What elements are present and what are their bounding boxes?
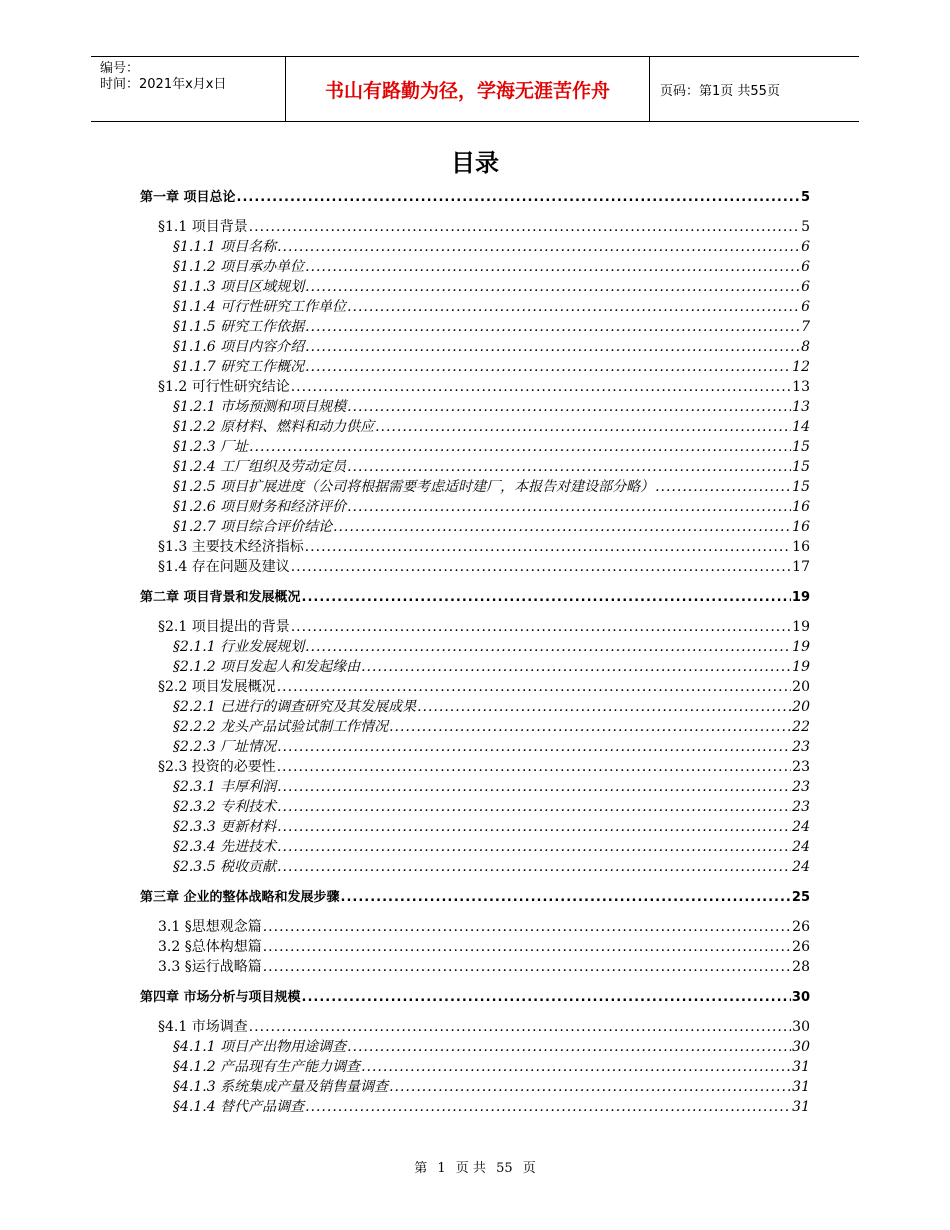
toc-entry[interactable] [173, 1036, 810, 1056]
toc-entry-title: §1.2.3 厂址 [173, 439, 249, 455]
toc-entry[interactable] [158, 916, 810, 936]
toc-entry-title: §2.1.1 行业发展规划 [173, 639, 305, 655]
toc-leader-dots [347, 299, 800, 315]
toc-leader-dots [333, 519, 791, 535]
toc-leader-dots [237, 190, 800, 205]
toc-entry[interactable] [173, 416, 810, 436]
toc-entry-page: 23 [792, 759, 810, 775]
toc-entry[interactable] [173, 236, 810, 256]
toc-leader-dots [347, 499, 791, 515]
toc-leader-dots [277, 679, 791, 695]
toc-entry-title: §2.2.3 厂址情况 [173, 739, 277, 755]
toc-entry-page: 24 [792, 839, 810, 855]
toc-entry-title: 第一章 项目总论 [140, 190, 236, 205]
toc-entry-title: §2.3.1 丰厚利润 [173, 779, 277, 795]
toc-entry-page: 23 [792, 779, 810, 795]
toc-leader-dots [341, 890, 791, 905]
toc-entry-title: §1.4 存在问题及建议 [158, 559, 290, 575]
toc-entry-page: 12 [792, 359, 810, 375]
toc-leader-dots [305, 539, 791, 555]
toc-entry[interactable] [140, 186, 810, 206]
toc-title: 目录 [451, 149, 499, 177]
toc-entry-page: 24 [792, 859, 810, 875]
toc-entry-page: 19 [792, 639, 810, 655]
toc-entry-title: §2.2.1 已进行的调查研究及其发展成果 [173, 699, 417, 715]
toc-entry[interactable] [158, 676, 810, 696]
toc-leader-dots [277, 839, 791, 855]
toc-leader-dots [305, 339, 800, 355]
toc-entry-page: 28 [792, 959, 810, 975]
toc-entry-title: §4.1.2 产品现有生产能力调查 [173, 1059, 361, 1075]
toc-entry-title: §1.1.3 项目区域规划 [173, 279, 305, 295]
toc-entry[interactable] [173, 636, 810, 656]
toc-leader-dots [302, 590, 791, 605]
toc-entry-page: 6 [801, 299, 810, 315]
toc-entry-title: §1.1.4 可行性研究工作单位 [173, 299, 347, 315]
footer-total-pages: 55 [496, 1161, 513, 1176]
toc-entry-title: §1.1 项目背景 [158, 219, 248, 235]
toc-leader-dots [417, 699, 791, 715]
toc-entry[interactable] [173, 456, 810, 476]
toc-leader-dots [291, 559, 791, 575]
toc-leader-dots [347, 399, 791, 415]
header-meta [91, 57, 286, 121]
toc-entry-title: §4.1.3 系统集成产量及销售量调查 [173, 1079, 389, 1095]
serial-label: 编号： [100, 61, 140, 76]
toc-entry-title: §2.1 项目提出的背景 [158, 619, 290, 635]
page-footer [0, 1157, 950, 1176]
toc-entry[interactable] [158, 1016, 810, 1036]
toc-entry-page: 20 [792, 699, 810, 715]
toc-entry-page: 25 [791, 890, 810, 905]
toc-entry-page: 13 [792, 399, 810, 415]
toc-leader-dots [347, 1039, 791, 1055]
toc-leader-dots [305, 639, 791, 655]
toc-entry-title: §2.3 投资的必要性 [158, 759, 276, 775]
toc-entry[interactable] [173, 856, 810, 876]
toc-entry-title: §4.1.4 替代产品调查 [173, 1099, 305, 1115]
toc-entry[interactable] [173, 256, 810, 276]
toc-entry-title: §1.2.5 项目扩展进度（公司将根据需要考虑适时建厂，本报告对建设部分略） [173, 479, 655, 495]
toc-leader-dots [277, 739, 791, 755]
footer-prefix: 第 [414, 1161, 428, 1176]
toc-leader-dots [277, 759, 791, 775]
toc-entry-title: §2.1.2 项目发起人和发起缘由 [173, 659, 361, 675]
toc-entry-page: 24 [792, 819, 810, 835]
toc-entry-title: §4.1.1 项目产出物用途调查 [173, 1039, 347, 1055]
toc-entry-page: 5 [800, 190, 810, 205]
toc-entry-title: §2.2.2 龙头产品试验试制工作情况 [173, 719, 389, 735]
toc-leader-dots [302, 990, 791, 1005]
toc-entry[interactable] [158, 376, 810, 396]
toc-entry[interactable] [173, 656, 810, 676]
toc-entry[interactable] [158, 936, 810, 956]
toc-entry[interactable] [173, 696, 810, 716]
toc-entry[interactable] [173, 296, 810, 316]
toc-entry[interactable] [173, 716, 810, 736]
toc-leader-dots [277, 779, 791, 795]
toc-entry-title: 3.3 §运行战略篇 [158, 959, 262, 975]
toc-entry-page: 19 [792, 659, 810, 675]
toc-entry[interactable] [173, 436, 810, 456]
toc-leader-dots [305, 319, 800, 335]
toc-entry-page: 23 [792, 739, 810, 755]
toc-leader-dots [249, 1019, 791, 1035]
toc-entry-title: §1.2 可行性研究结论 [158, 379, 290, 395]
toc-entry[interactable] [173, 516, 810, 536]
header-page-info: 页码：第1页 共55页 [660, 83, 780, 99]
toc-leader-dots [277, 819, 791, 835]
footer-current-page: 1 [437, 1161, 446, 1176]
toc-entry-page: 30 [791, 990, 810, 1005]
toc-entry-page: 6 [801, 239, 810, 255]
toc-entry[interactable] [158, 216, 810, 236]
toc-leader-dots [361, 659, 791, 675]
toc-entry-title: §1.2.7 项目综合评价结论 [173, 519, 333, 535]
toc-entry-page: 16 [792, 499, 810, 515]
toc-entry[interactable] [173, 776, 810, 796]
toc-entry-page: 5 [801, 219, 810, 235]
toc-entry-title: §1.1.6 项目内容介绍 [173, 339, 305, 355]
toc-entry[interactable] [173, 356, 810, 376]
toc-leader-dots [277, 799, 791, 815]
toc-entry[interactable] [173, 396, 810, 416]
toc-leader-dots [291, 619, 791, 635]
toc-entry-title: §2.3.2 专利技术 [173, 799, 277, 815]
toc-entry-title: §2.3.3 更新材料 [173, 819, 277, 835]
toc-leader-dots [263, 919, 791, 935]
toc-entry-page: 15 [792, 439, 810, 455]
toc-entry-page: 31 [792, 1079, 810, 1095]
toc-entry[interactable] [173, 1096, 810, 1116]
toc-entry-page: 31 [792, 1099, 810, 1115]
toc-leader-dots [263, 959, 791, 975]
document-header [91, 56, 859, 122]
toc-entry[interactable] [173, 316, 810, 336]
toc-entry-page: 16 [792, 519, 810, 535]
toc-entry[interactable] [173, 1076, 810, 1096]
toc-entry-page: 6 [801, 259, 810, 275]
toc-entry-title: §1.1.2 项目承办单位 [173, 259, 305, 275]
toc-entry-page: 23 [792, 799, 810, 815]
toc-entry[interactable] [173, 836, 810, 856]
toc-entry-page: 15 [792, 459, 810, 475]
toc-entry-page: 6 [801, 279, 810, 295]
toc-entry[interactable] [173, 1056, 810, 1076]
toc-entry[interactable] [173, 816, 810, 836]
toc-entry[interactable] [158, 556, 810, 576]
toc-leader-dots [263, 939, 791, 955]
toc-entry-title: 3.2 §总体构想篇 [158, 939, 262, 955]
toc-entry[interactable] [173, 476, 810, 496]
toc-entry[interactable] [158, 756, 810, 776]
toc-entry-page: 19 [792, 619, 810, 635]
toc-leader-dots [291, 379, 791, 395]
toc-entry[interactable] [140, 586, 810, 606]
toc-entry-page: 15 [792, 479, 810, 495]
toc-entry-page: 14 [792, 419, 810, 435]
toc-leader-dots [655, 479, 791, 495]
toc-entry[interactable] [140, 886, 810, 906]
toc-entry[interactable] [173, 736, 810, 756]
toc-entry[interactable] [140, 986, 810, 1006]
toc-leader-dots [347, 459, 791, 475]
toc-leader-dots [305, 279, 800, 295]
toc-entry[interactable] [173, 496, 810, 516]
toc-leader-dots [277, 859, 791, 875]
toc-leader-dots [249, 439, 791, 455]
toc-entry-page: 13 [792, 379, 810, 395]
toc-entry-title: 第二章 项目背景和发展概况 [140, 590, 301, 605]
toc-entry-page: 20 [792, 679, 810, 695]
toc-entry-title: §1.2.6 项目财务和经济评价 [173, 499, 347, 515]
toc-entry-title: §1.2.1 市场预测和项目规模 [173, 399, 347, 415]
toc-leader-dots [305, 259, 800, 275]
toc-entry-title: §2.3.5 税收贡献 [173, 859, 277, 875]
toc-leader-dots [389, 719, 791, 735]
toc-leader-dots [375, 419, 791, 435]
toc-entry-title: §1.2.2 原材料、燃料和动力供应 [173, 419, 375, 435]
toc-entry-page: 8 [801, 339, 810, 355]
toc-entry-title: 3.1 §思想观念篇 [158, 919, 262, 935]
toc-entry-page: 7 [801, 319, 810, 335]
toc-entry-title: §2.2 项目发展概况 [158, 679, 276, 695]
toc-entry[interactable] [173, 336, 810, 356]
header-motto: 书山有路勤为径，学海无涯苦作舟 [286, 57, 650, 121]
toc-entry-title: §1.3 主要技术经济指标 [158, 539, 304, 555]
toc-entry-title: §1.1.7 研究工作概况 [173, 359, 305, 375]
toc-entry-page: 16 [792, 539, 810, 555]
toc-entry[interactable] [158, 956, 810, 976]
toc-entry-title: §1.1.5 研究工作依据 [173, 319, 305, 335]
toc-entry-title: §4.1 市场调查 [158, 1019, 248, 1035]
toc-entry-title: 第三章 企业的整体战略和发展步骤 [140, 890, 340, 905]
toc-leader-dots [305, 1099, 791, 1115]
footer-middle: 页 共 [455, 1161, 486, 1176]
toc-leader-dots [305, 359, 791, 375]
toc-leader-dots [249, 219, 800, 235]
toc-entry[interactable] [173, 276, 810, 296]
toc-entry-title: §1.1.1 项目名称 [173, 239, 277, 255]
toc-entry-page: 17 [792, 559, 810, 575]
toc-entry-page: 22 [792, 719, 810, 735]
toc-leader-dots [389, 1079, 791, 1095]
toc-entry-page: 31 [792, 1059, 810, 1075]
toc-entry-page: 26 [792, 939, 810, 955]
toc-leader-dots [361, 1059, 791, 1075]
toc-entry[interactable] [173, 796, 810, 816]
toc-entry-page: 30 [792, 1019, 810, 1035]
toc-entry-title: §2.3.4 先进技术 [173, 839, 277, 855]
toc-entry-page: 19 [791, 590, 810, 605]
toc-entry[interactable] [158, 536, 810, 556]
toc-entry-page: 26 [792, 919, 810, 935]
toc-entry-title: §1.2.4 工厂组织及劳动定员 [173, 459, 347, 475]
footer-suffix: 页 [522, 1161, 536, 1176]
toc-entry[interactable] [158, 616, 810, 636]
toc-entry-title: 第四章 市场分析与项目规模 [140, 990, 301, 1005]
toc-entry-page: 30 [792, 1039, 810, 1055]
toc-leader-dots [277, 239, 800, 255]
time-label: 时间：2021年x月x日 [100, 77, 227, 92]
